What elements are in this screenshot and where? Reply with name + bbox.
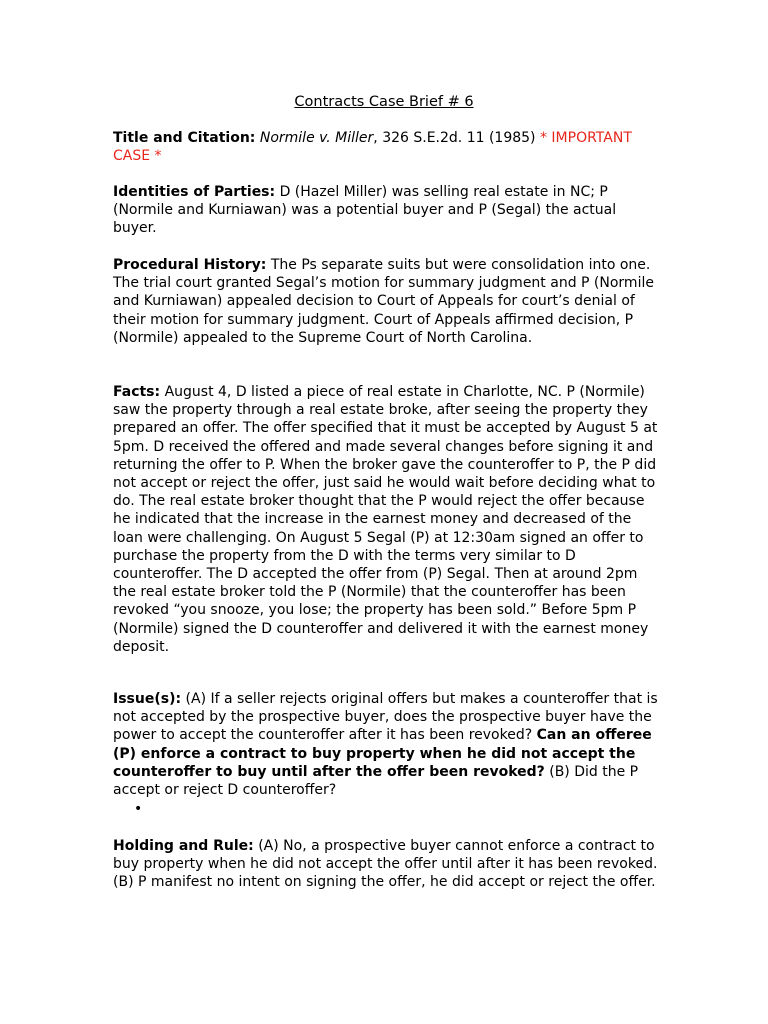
issues-part-b: (B) Did the P accept or reject D counteroffer? <box>113 763 639 799</box>
title-citation-label: Title and Citation: <box>113 130 256 146</box>
parties-section <box>113 183 658 238</box>
case-name: Normile v. Miller <box>259 130 374 146</box>
issues-label: Issue(s): <box>113 691 182 707</box>
parties-text: D (Hazel Miller) was selling real estate in NC; P (Normile and Kurniawan) was a potential buyer and P (Segal) the actual buyer. <box>113 184 617 237</box>
citation: , 326 S.E.2d. 11 (1985) <box>373 130 540 146</box>
page-title: Contracts Case Brief # 6 <box>294 94 474 110</box>
procedural-history-label: Procedural History: <box>113 257 267 273</box>
holding-text: (A) No, a prospective buyer cannot enforce a contract to buy property when he did not accept the offer until after it has been revoked. (B) P manifest no intent on signing the offer, he did accept or reject the offer. <box>113 838 658 891</box>
important-case-marker: * IMPORTANT CASE * <box>113 130 632 165</box>
holding-section <box>113 837 658 892</box>
procedural-history-section <box>113 256 658 347</box>
holding-label: Holding and Rule: <box>113 838 254 854</box>
title-citation-section <box>113 129 658 165</box>
issues-bold-question: Can an offeree (P) enforce a contract to buy property when he did not accept the counteroffer to buy until after the offer been revoked? <box>113 727 652 780</box>
issues-part-a: (A) If a seller rejects original offers but makes a counteroffer that is not accepted by the prospective buyer, does the prospective buyer have the power to accept the counteroffer after it has been revoked? <box>113 691 658 744</box>
issues-section <box>113 690 658 799</box>
parties-label: Identities of Parties: <box>113 184 276 200</box>
facts-section <box>113 383 658 656</box>
empty-bullet: • <box>134 801 143 817</box>
procedural-history-text: The Ps separate suits but were consolidation into one. The trial court granted Segal’s motion for summary judgment and P (Normile and Kurniawan) appealed decision to Court of Appeals for court’s denial of their motion for summary judgment. Court of Appeals affirmed decision, P (Normile) appealed to the Supreme Court of North Carolina. <box>113 257 654 346</box>
facts-label: Facts: <box>113 384 161 400</box>
facts-text: August 4, D listed a piece of real estate in Charlotte, NC. P (Normile) saw the property through a real estate broke, after seeing the property they prepared an offer. The offer specified that it must be accepted by August 5 at 5pm. D received the offered and made several changes before signing it and returning the offer to P. When the broker gave the counteroffer to P, the P did not accept or reject the offer, just said he would wait before deciding what to do. The real estate broker thought that the P would reject the offer because he indicated that the increase in the earnest money and decreased of the loan were challenging. On August 5 Segal (P) at 12:30am signed an offer to purchase the property from the D with the terms very similar to D counteroffer. The D accepted the offer from (P) Segal. Then at around 2pm the real estate broker told the P (Normile) that the counteroffer has been revoked “you snooze, you lose; the property has been sold.” Before 5pm P (Normile) signed the D counteroffer and delivered it with the earnest money deposit. <box>113 384 658 655</box>
